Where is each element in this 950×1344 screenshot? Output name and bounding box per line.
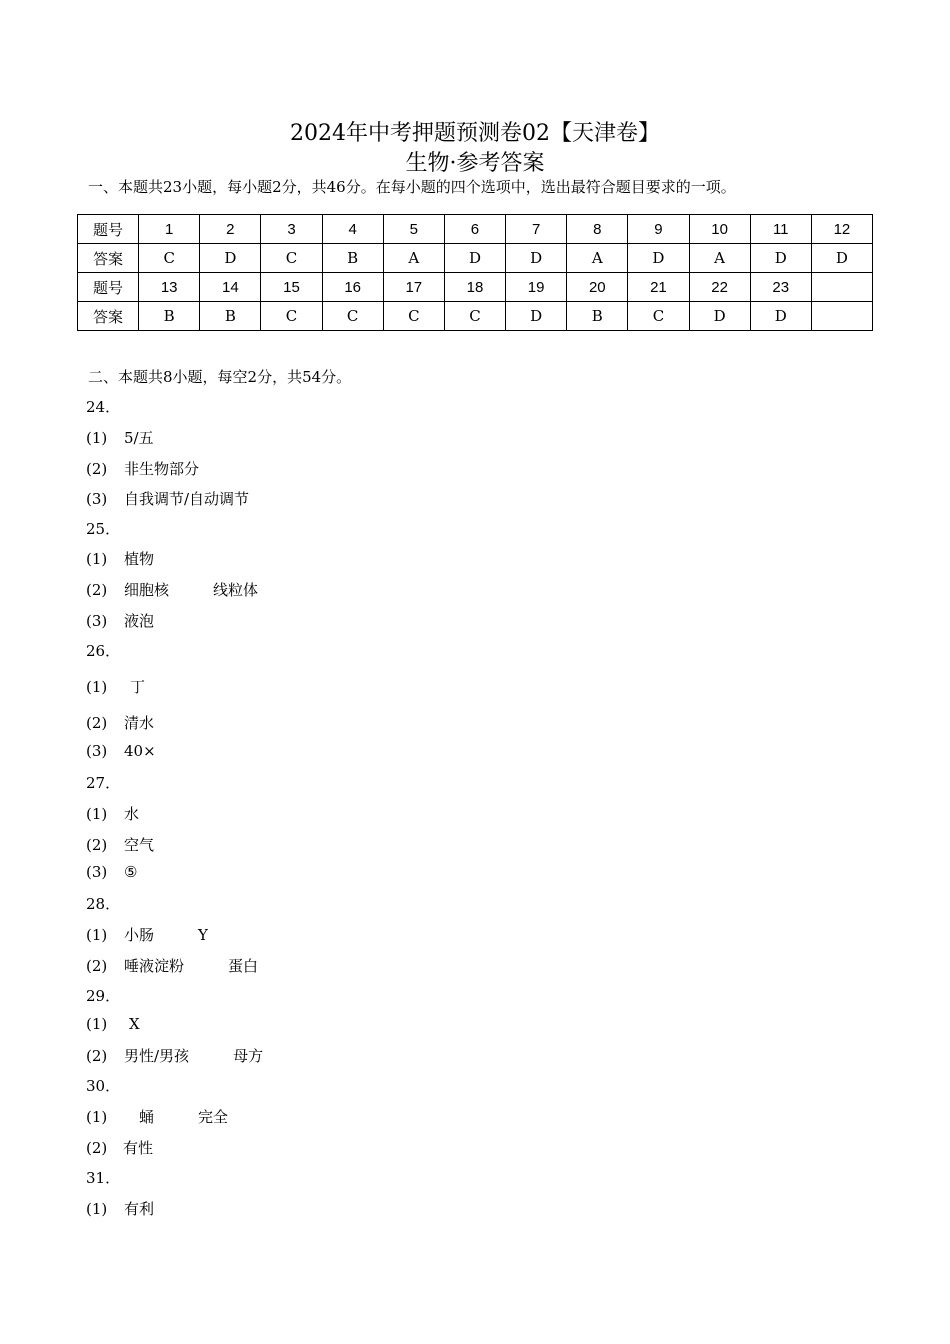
table-cell: 21 (628, 273, 689, 302)
answer-text: 40× (124, 742, 156, 760)
answer-text: 蛋白 (228, 957, 259, 975)
answer-text: 小肠 (124, 926, 155, 944)
sub-number: (3) (86, 863, 108, 881)
sub-number: (2) (86, 714, 108, 732)
answer-text: X (129, 1015, 140, 1033)
table-cell: 19 (506, 273, 567, 302)
table-cell: B (200, 302, 261, 331)
question-25-number: 25． (86, 520, 121, 538)
table-row (78, 244, 873, 273)
table-cell: 答案 (78, 302, 139, 331)
answer-26-3 (86, 742, 156, 760)
table-cell: 6 (444, 215, 505, 244)
answer-31-1 (86, 1198, 154, 1219)
answer-29-2 (86, 1045, 263, 1066)
table-cell (811, 273, 872, 302)
table-cell: 10 (689, 215, 750, 244)
table-cell: C (628, 302, 689, 331)
question-29-number: 29． (86, 987, 121, 1005)
answer-text: 空气 (124, 836, 155, 854)
answer-27-3 (86, 863, 137, 881)
answer-27-2 (86, 834, 154, 855)
answer-text: 自我调节/自动调节 (124, 490, 250, 508)
table-cell: 8 (567, 215, 628, 244)
table-cell: 14 (200, 273, 261, 302)
sub-number: (1) (86, 550, 108, 568)
table-cell: C (139, 244, 200, 273)
table-cell: C (261, 302, 322, 331)
table-cell: 题号 (78, 273, 139, 302)
table-cell: 22 (689, 273, 750, 302)
table-cell: 5 (383, 215, 444, 244)
table-cell: 答案 (78, 244, 139, 273)
sub-number: (2) (86, 957, 108, 975)
table-cell: 11 (750, 215, 811, 244)
sub-number: (3) (86, 490, 108, 508)
answer-table (77, 214, 873, 331)
question-26-number: 26． (86, 642, 121, 660)
answer-24-1 (86, 427, 154, 448)
table-cell: C (444, 302, 505, 331)
table-cell: 23 (750, 273, 811, 302)
sub-number: (1) (86, 926, 108, 944)
answer-28-1 (86, 924, 208, 945)
table-cell: 16 (322, 273, 383, 302)
answer-text: 液泡 (124, 612, 155, 630)
answer-text: 清水 (124, 714, 155, 732)
page-title: 2024年中考押题预测卷02【天津卷】 (290, 121, 660, 146)
table-cell: C (383, 302, 444, 331)
answer-text: 丁 (130, 678, 146, 696)
table-cell: 18 (444, 273, 505, 302)
table-cell: D (628, 244, 689, 273)
table-cell: B (567, 302, 628, 331)
table-cell: 4 (322, 215, 383, 244)
answer-26-2 (86, 712, 154, 733)
answer-text: 有利 (124, 1200, 155, 1218)
answer-text: 非生物部分 (124, 460, 200, 478)
page-subtitle: 生物·参考答案 (405, 151, 545, 176)
question-24-number: 24． (86, 398, 121, 416)
table-cell: 7 (506, 215, 567, 244)
sub-number: (2) (86, 1047, 108, 1065)
sub-number: (2) (86, 836, 108, 854)
answer-26-1 (86, 676, 145, 697)
answer-text: 蛹 (139, 1108, 155, 1126)
sub-number: (1) (86, 805, 108, 823)
table-cell: A (567, 244, 628, 273)
answer-24-2 (86, 458, 199, 479)
table-cell: 12 (811, 215, 872, 244)
answer-24-3 (86, 488, 249, 509)
answer-30-1 (86, 1106, 228, 1127)
table-cell: D (750, 244, 811, 273)
sub-number: (3) (86, 742, 108, 760)
table-cell: D (811, 244, 872, 273)
sub-number: (1) (86, 429, 108, 447)
answer-text: 男性/男孩 (124, 1047, 190, 1065)
question-31-number: 31． (86, 1169, 121, 1187)
table-cell: 题号 (78, 215, 139, 244)
answer-25-3 (86, 610, 154, 631)
table-cell: 2 (200, 215, 261, 244)
sub-number: (1) (86, 1015, 108, 1033)
table-cell: A (689, 244, 750, 273)
answer-text: Y (198, 926, 208, 944)
table-cell: C (261, 244, 322, 273)
table-row (78, 302, 873, 331)
table-cell: D (506, 244, 567, 273)
answer-text: 植物 (124, 550, 155, 568)
table-cell (811, 302, 872, 331)
table-cell: 17 (383, 273, 444, 302)
answer-25-2 (86, 579, 258, 600)
table-cell: 20 (567, 273, 628, 302)
table-cell: 1 (139, 215, 200, 244)
question-27-number: 27． (86, 774, 121, 792)
section-2-heading: 二、本题共8小题，每空2分，共54分。 (88, 368, 352, 386)
answer-text: 水 (124, 805, 140, 823)
table-cell: 13 (139, 273, 200, 302)
table-cell: C (322, 302, 383, 331)
answer-29-1 (86, 1015, 140, 1033)
sub-number: (2) (86, 460, 108, 478)
table-cell: 15 (261, 273, 322, 302)
sub-number: (1) (86, 678, 108, 696)
answer-27-1 (86, 803, 139, 824)
section-1-heading: 一、本题共23小题，每小题2分，共46分。在每小题的四个选项中，选出最符合题目要求的一项。 (88, 178, 736, 196)
sub-number: (3) (86, 612, 108, 630)
table-cell: 3 (261, 215, 322, 244)
table-cell: B (139, 302, 200, 331)
table-cell: D (506, 302, 567, 331)
sub-number: (1) (86, 1200, 108, 1218)
question-28-number: 28． (86, 895, 121, 913)
answer-28-2 (86, 955, 258, 976)
table-row (78, 215, 873, 244)
table-cell: D (750, 302, 811, 331)
sub-number: (1) (86, 1108, 108, 1126)
answer-text: 完全 (198, 1108, 229, 1126)
answer-text: 细胞核 (124, 581, 170, 599)
answer-30-2 (86, 1137, 153, 1158)
answer-25-1 (86, 548, 154, 569)
question-30-number: 30． (86, 1077, 121, 1095)
answer-text: 线粒体 (213, 581, 259, 599)
sub-number: (2) (86, 581, 108, 599)
table-row (78, 273, 873, 302)
table-cell: A (383, 244, 444, 273)
table-cell: 9 (628, 215, 689, 244)
answer-text: 母方 (233, 1047, 264, 1065)
sub-number: (2) (86, 1139, 108, 1157)
answer-text: ⑤ (124, 863, 138, 881)
table-cell: B (322, 244, 383, 273)
table-cell: D (200, 244, 261, 273)
answer-text: 唾液淀粉 (124, 957, 185, 975)
answer-text: 有性 (123, 1139, 154, 1157)
table-cell: D (444, 244, 505, 273)
answer-text: 5/五 (124, 429, 154, 447)
table-cell: D (689, 302, 750, 331)
